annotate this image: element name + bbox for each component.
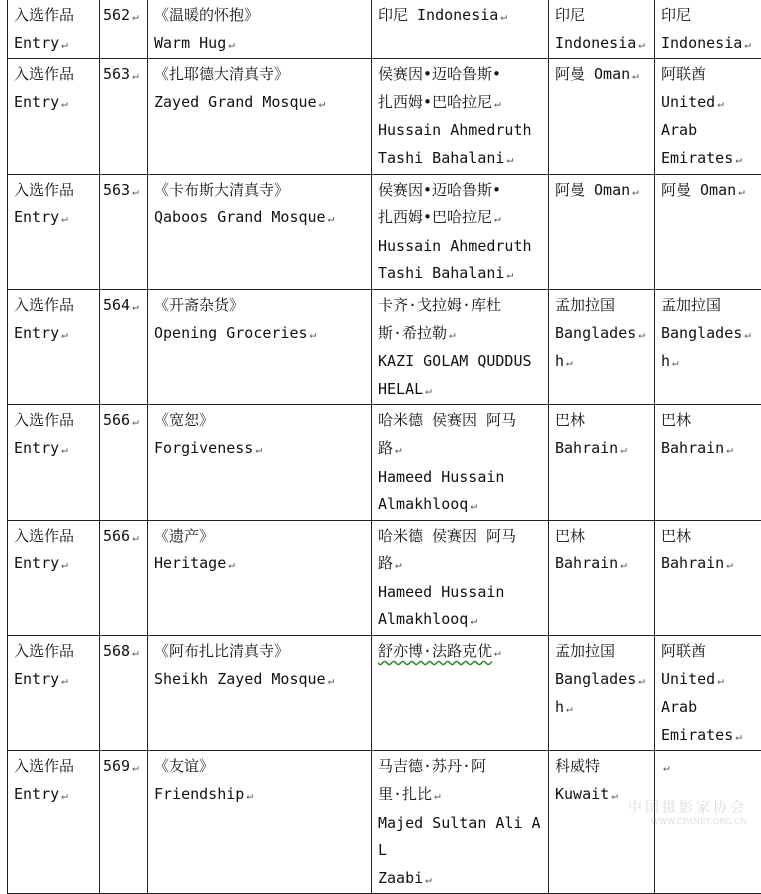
cell-nation (549, 520, 655, 635)
paragraph-mark-icon: ↵ (132, 69, 139, 82)
cell-title (148, 174, 372, 289)
paragraph-mark-icon: ↵ (735, 153, 742, 166)
cell-nation (549, 289, 655, 404)
cell-line: 《宽恕》 (154, 411, 214, 429)
cell-line: Majed Sultan Ali AL (378, 814, 541, 860)
cell-line: 侯赛因•迈哈鲁斯• (378, 181, 501, 199)
cell-status (8, 0, 100, 59)
cell-line: 入选作品 (14, 642, 74, 660)
cell-line: Entry (14, 93, 59, 111)
cell-line: 阿曼 Oman (555, 181, 630, 199)
cell-nation (549, 174, 655, 289)
cell-status (8, 520, 100, 635)
cell-author (372, 520, 549, 635)
cell-line: 阿联酋 (661, 642, 706, 660)
cell-line: Hameed Hussain (378, 583, 504, 601)
cell-line: Entry (14, 439, 59, 457)
cell-line: 入选作品 (14, 296, 74, 314)
cell-line: 孟加拉国 (555, 296, 615, 314)
paragraph-mark-icon: ↵ (717, 674, 724, 687)
paragraph-mark-icon: ↵ (566, 356, 573, 369)
paragraph-mark-icon: ↵ (638, 38, 645, 51)
cell-status (8, 636, 100, 751)
paragraph-mark-icon: ↵ (319, 97, 326, 110)
cell-line: Warm Hug (154, 34, 226, 52)
paragraph-mark-icon: ↵ (663, 761, 670, 774)
cell-line: 566 (103, 527, 130, 545)
table-row (8, 636, 761, 751)
paragraph-mark-icon: ↵ (620, 558, 627, 571)
cell-line: 入选作品 (14, 65, 74, 83)
cell-country (655, 520, 761, 635)
cell-line: KAZI GOLAM QUDDUS (378, 352, 532, 370)
paragraph-mark-icon: ↵ (632, 185, 639, 198)
cell-line: 哈米德 侯赛因 阿马 (378, 527, 516, 545)
cell-no (100, 636, 148, 751)
cell-line: Emirates (661, 149, 733, 167)
cell-line: Friendship (154, 785, 244, 803)
cell-country (655, 636, 761, 751)
paragraph-mark-icon: ↵ (566, 702, 573, 715)
cell-line: Arab (661, 121, 697, 139)
cell-line: 阿曼 Oman (555, 65, 630, 83)
cell-line: 里·扎比 (378, 785, 432, 803)
paragraph-mark-icon: ↵ (494, 212, 501, 225)
watermark-logo (628, 797, 747, 826)
cell-line: Almakhlooq (378, 610, 468, 628)
paragraph-mark-icon: ↵ (638, 674, 645, 687)
cell-line: 印尼 Indonesia (378, 6, 498, 24)
table-row (8, 0, 761, 59)
paragraph-mark-icon: ↵ (132, 761, 139, 774)
cell-line: h (555, 352, 564, 370)
cell-line: Forgiveness (154, 439, 253, 457)
cell-author (372, 59, 549, 174)
cell-title (148, 520, 372, 635)
cell-line: Hussain Ahmedruth (378, 121, 532, 139)
cell-country (655, 59, 761, 174)
cell-line: 564 (103, 296, 130, 314)
cell-line: Entry (14, 324, 59, 342)
paragraph-mark-icon: ↵ (132, 300, 139, 313)
paragraph-mark-icon: ↵ (494, 646, 501, 659)
cell-line: Banglades (555, 670, 636, 688)
cell-no (100, 59, 148, 174)
cell-line: Almakhlooq (378, 495, 468, 513)
cell-line: 《扎耶德大清真寺》 (154, 65, 289, 83)
cell-line: Kuwait (555, 785, 609, 803)
cell-author (372, 636, 549, 751)
watermark-text: 中国摄影家协会 (628, 800, 747, 816)
paragraph-mark-icon: ↵ (717, 97, 724, 110)
paragraph-mark-icon: ↵ (132, 415, 139, 428)
cell-line: 科威特 (555, 757, 600, 775)
paragraph-mark-icon: ↵ (470, 614, 477, 627)
cell-line: Zayed Grand Mosque (154, 93, 317, 111)
cell-author (372, 751, 549, 894)
paragraph-mark-icon: ↵ (395, 558, 402, 571)
cell-line: 巴林 (555, 411, 585, 429)
paragraph-mark-icon: ↵ (425, 384, 432, 397)
cell-line: 巴林 (661, 411, 691, 429)
cell-line: Banglades (555, 324, 636, 342)
cell-line: 562 (103, 6, 130, 24)
cell-line: 孟加拉国 (661, 296, 721, 314)
table-row (8, 289, 761, 404)
cell-line: 566 (103, 411, 130, 429)
cell-line: 《卡布斯大清真寺》 (154, 181, 289, 199)
cell-line: 舒亦博·法路克优 (378, 642, 492, 660)
cell-country (655, 289, 761, 404)
cell-line: Indonesia (555, 34, 636, 52)
paragraph-mark-icon: ↵ (744, 328, 751, 341)
paragraph-mark-icon: ↵ (620, 443, 627, 456)
cell-line: 马吉德·苏丹·阿 (378, 757, 486, 775)
cell-line: 侯赛因•迈哈鲁斯• (378, 65, 501, 83)
cell-line: Emirates (661, 726, 733, 744)
paragraph-mark-icon: ↵ (61, 38, 68, 51)
paragraph-mark-icon: ↵ (726, 558, 733, 571)
paragraph-mark-icon: ↵ (434, 789, 441, 802)
paragraph-mark-icon: ↵ (132, 646, 139, 659)
cell-status (8, 289, 100, 404)
cell-line: 入选作品 (14, 6, 74, 24)
paragraph-mark-icon: ↵ (506, 268, 513, 281)
cell-status (8, 174, 100, 289)
paragraph-mark-icon: ↵ (425, 873, 432, 886)
paragraph-mark-icon: ↵ (61, 674, 68, 687)
cell-line: 入选作品 (14, 181, 74, 199)
cell-line: Tashi Bahalani (378, 264, 504, 282)
cell-line: 阿联酋 (661, 65, 706, 83)
paragraph-mark-icon: ↵ (61, 443, 68, 456)
cell-line: Qaboos Grand Mosque (154, 208, 326, 226)
cell-line: Bahrain (555, 439, 618, 457)
paragraph-mark-icon: ↵ (132, 10, 139, 23)
paragraph-mark-icon: ↵ (738, 185, 745, 198)
cell-line: Opening Groceries (154, 324, 308, 342)
paragraph-mark-icon: ↵ (328, 212, 335, 225)
cell-no (100, 405, 148, 520)
cell-no (100, 289, 148, 404)
table-row (8, 520, 761, 635)
paragraph-mark-icon: ↵ (726, 443, 733, 456)
cell-line: 巴林 (555, 527, 585, 545)
cell-line: Tashi Bahalani (378, 149, 504, 167)
cell-title (148, 405, 372, 520)
cell-author (372, 174, 549, 289)
watermark-url: WWW.CPANET.ORG.CN (628, 817, 747, 826)
cell-nation (549, 405, 655, 520)
cell-line: 阿曼 Oman (661, 181, 736, 199)
cell-line: United (661, 670, 715, 688)
paragraph-mark-icon: ↵ (494, 97, 501, 110)
paragraph-mark-icon: ↵ (132, 531, 139, 544)
cell-line: 568 (103, 642, 130, 660)
paragraph-mark-icon: ↵ (395, 443, 402, 456)
cell-line: 569 (103, 757, 130, 775)
cell-country (655, 405, 761, 520)
paragraph-mark-icon: ↵ (132, 185, 139, 198)
cell-line: 斯·希拉勒 (378, 324, 447, 342)
cell-line: 《阿布扎比清真寺》 (154, 642, 289, 660)
paragraph-mark-icon: ↵ (506, 153, 513, 166)
cell-line: Bahrain (661, 439, 724, 457)
cell-line: HELAL (378, 380, 423, 398)
paragraph-mark-icon: ↵ (672, 356, 679, 369)
paragraph-mark-icon: ↵ (255, 443, 262, 456)
paragraph-mark-icon: ↵ (61, 328, 68, 341)
cell-status (8, 59, 100, 174)
paragraph-mark-icon: ↵ (246, 789, 253, 802)
paragraph-mark-icon: ↵ (228, 558, 235, 571)
cell-line: 入选作品 (14, 527, 74, 545)
paragraph-mark-icon: ↵ (735, 730, 742, 743)
paragraph-mark-icon: ↵ (328, 674, 335, 687)
paragraph-mark-icon: ↵ (61, 558, 68, 571)
cell-author (372, 289, 549, 404)
cell-line: Indonesia (661, 34, 742, 52)
paragraph-mark-icon: ↵ (310, 328, 317, 341)
cell-line: 印尼 (661, 6, 691, 24)
paragraph-mark-icon: ↵ (228, 38, 235, 51)
cell-line: 印尼 (555, 6, 585, 24)
cell-country (655, 174, 761, 289)
cell-line: 孟加拉国 (555, 642, 615, 660)
cell-line: Banglades (661, 324, 742, 342)
cell-line: Arab (661, 698, 697, 716)
cell-line: United (661, 93, 715, 111)
table-row (8, 59, 761, 174)
paragraph-mark-icon: ↵ (61, 789, 68, 802)
cell-country (655, 0, 761, 59)
cell-title (148, 59, 372, 174)
paragraph-mark-icon: ↵ (632, 69, 639, 82)
cell-line: Bahrain (555, 554, 618, 572)
cell-line: 路 (378, 439, 393, 457)
cell-title (148, 289, 372, 404)
paragraph-mark-icon: ↵ (638, 328, 645, 341)
cell-no (100, 0, 148, 59)
cell-status (8, 405, 100, 520)
cell-line: Bahrain (661, 554, 724, 572)
table-row (8, 405, 761, 520)
cell-line: 巴林 (661, 527, 691, 545)
cell-line: Zaabi (378, 869, 423, 887)
cell-line: h (555, 698, 564, 716)
cell-author (372, 405, 549, 520)
cell-line: h (661, 352, 670, 370)
cell-line: 入选作品 (14, 757, 74, 775)
cell-line: 入选作品 (14, 411, 74, 429)
cell-no (100, 751, 148, 894)
cell-line: 扎西姆•巴哈拉尼 (378, 208, 492, 226)
entries-table-body (8, 0, 761, 894)
cell-line: Heritage (154, 554, 226, 572)
cell-line: Entry (14, 208, 59, 226)
cell-line: Entry (14, 670, 59, 688)
entries-table (7, 0, 761, 894)
cell-title (148, 751, 372, 894)
cell-line: Hameed Hussain (378, 468, 504, 486)
cell-line: Entry (14, 785, 59, 803)
cell-line: Sheikh Zayed Mosque (154, 670, 326, 688)
cell-nation (549, 59, 655, 174)
cell-line: 563 (103, 181, 130, 199)
paragraph-mark-icon: ↵ (470, 499, 477, 512)
cell-line: 路 (378, 554, 393, 572)
cell-status (8, 751, 100, 894)
paragraph-mark-icon: ↵ (61, 97, 68, 110)
paragraph-mark-icon: ↵ (500, 10, 507, 23)
cell-title (148, 636, 372, 751)
cell-line: Entry (14, 34, 59, 52)
cell-line: 卡齐·戈拉姆·库杜 (378, 296, 501, 314)
cell-line: 《遗产》 (154, 527, 214, 545)
paragraph-mark-icon: ↵ (61, 212, 68, 225)
cell-line: 563 (103, 65, 130, 83)
cell-line: 扎西姆•巴哈拉尼 (378, 93, 492, 111)
cell-nation (549, 0, 655, 59)
cell-no (100, 174, 148, 289)
cell-nation (549, 636, 655, 751)
cell-line: Entry (14, 554, 59, 572)
paragraph-mark-icon: ↵ (449, 328, 456, 341)
cell-line: Hussain Ahmedruth (378, 237, 532, 255)
cell-title (148, 0, 372, 59)
cell-line: 《友谊》 (154, 757, 214, 775)
cell-no (100, 520, 148, 635)
cell-line: 哈米德 侯赛因 阿马 (378, 411, 516, 429)
cell-line: 《温暖的怀抱》 (154, 6, 259, 24)
table-row (8, 174, 761, 289)
paragraph-mark-icon: ↵ (744, 38, 751, 51)
paragraph-mark-icon: ↵ (611, 789, 618, 802)
cell-line: 《开斋杂货》 (154, 296, 244, 314)
cell-author (372, 0, 549, 59)
